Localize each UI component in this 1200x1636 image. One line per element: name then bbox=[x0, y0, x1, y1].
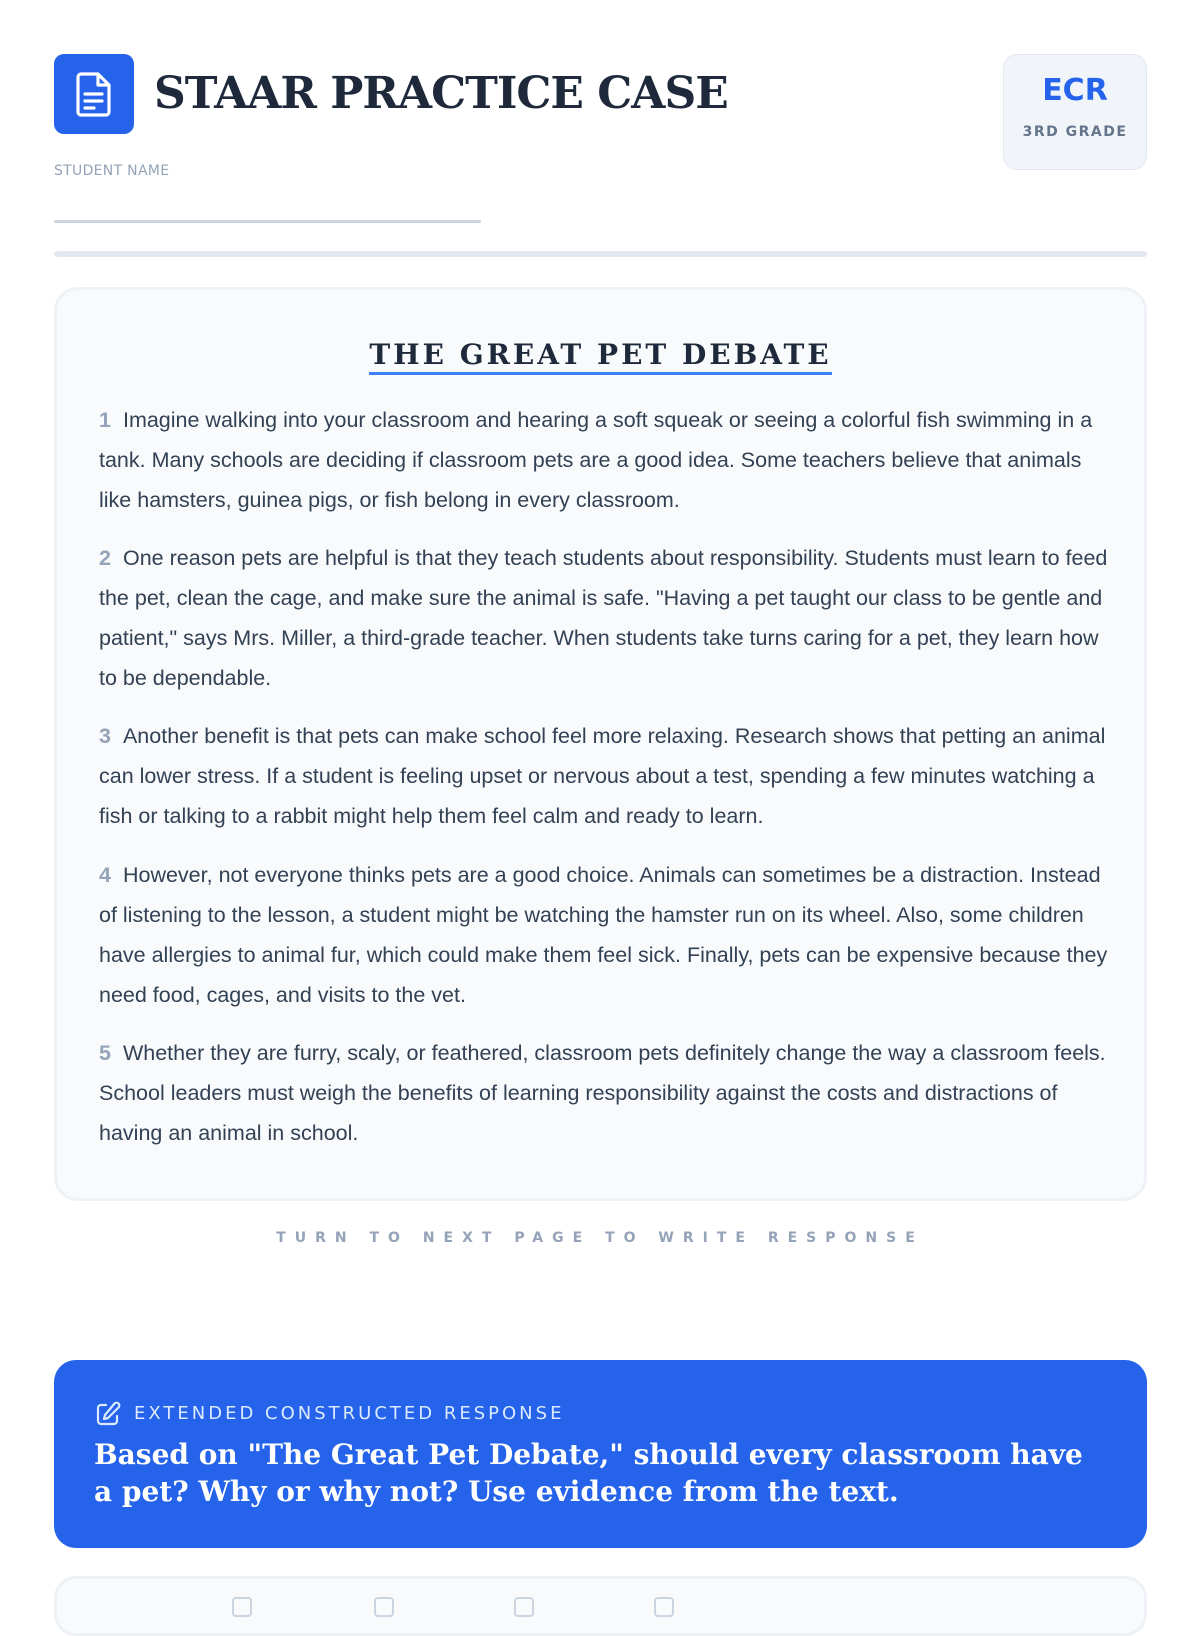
paragraph-text: Another benefit is that pets can make school feel more relaxing. Research shows that petting an animal can lower stress. If a student is feeling upset or nervous about a test, spending a few minutes watching a fish or talking to a rabbit might help them feel calm and ready to learn. bbox=[99, 724, 1106, 828]
badge-type: ECR bbox=[1042, 73, 1108, 108]
paragraph-text: One reason pets are helpful is that they teach students about responsibility. Students must learn to feed the pet, clean the cage, and make sure the animal is safe. "Having a pet taught our class to be gentle and patient," says Mrs. Miller, a third-grade teacher. When students take turns caring for a pet, they learn how to be dependable. bbox=[99, 546, 1108, 690]
ecr-question: Based on "The Great Pet Debate," should every classroom have a pet? Why or why not? Use evidence from the text. bbox=[94, 1438, 1083, 1508]
header-divider bbox=[54, 251, 1147, 257]
edit-icon bbox=[94, 1400, 122, 1428]
paragraph-4 bbox=[99, 855, 1109, 1015]
paragraph-text: However, not everyone thinks pets are a good choice. Animals can sometimes be a distraction. Instead of listening to the lesson, a student might be watching the hamster run on its wheel. Also, some children have allergies to animal fur, which could make them feel sick. Finally, pets can be expensive because they need food, cages, and visits to the vet. bbox=[99, 863, 1108, 1007]
checklist-box[interactable] bbox=[514, 1597, 534, 1617]
ecr-label: EXTENDED CONSTRUCTED RESPONSE bbox=[134, 1403, 565, 1424]
ecr-header bbox=[94, 1400, 564, 1428]
paragraph-3 bbox=[99, 716, 1109, 836]
paragraph-5 bbox=[99, 1033, 1109, 1153]
student-name-field[interactable] bbox=[54, 220, 481, 223]
checklist-box[interactable] bbox=[374, 1597, 394, 1617]
paragraph-number: 1 bbox=[99, 408, 111, 432]
paragraph-1 bbox=[99, 400, 1109, 520]
next-page-instruction: TURN TO NEXT PAGE TO WRITE RESPONSE bbox=[276, 1230, 924, 1246]
document-icon bbox=[54, 54, 134, 134]
paragraph-text: Imagine walking into your classroom and hearing a soft squeak or seeing a colorful fish swimming in a tank. Many schools are deciding if classroom pets are a good idea. Some teachers believe that animals like hamsters, guinea pigs, or fish belong in every classroom. bbox=[99, 408, 1093, 512]
checklist-box[interactable] bbox=[654, 1597, 674, 1617]
paragraph-number: 3 bbox=[99, 724, 111, 748]
response-card bbox=[54, 1576, 1147, 1636]
paragraph-number: 5 bbox=[99, 1041, 111, 1065]
grade-badge bbox=[1003, 54, 1147, 170]
passage-title-text: THE GREAT PET DEBATE bbox=[369, 338, 831, 375]
paragraph-text: Whether they are furry, scaly, or feathered, classroom pets definitely change the way a classroom feels. School leaders must weigh the benefits of learning responsibility against the costs and distractions of having an animal in school. bbox=[99, 1041, 1106, 1145]
paragraph-number: 4 bbox=[99, 863, 111, 887]
paragraph-number: 2 bbox=[99, 546, 111, 570]
page-title: STAAR PRACTICE CASE bbox=[154, 68, 728, 119]
badge-grade: 3RD GRADE bbox=[1022, 124, 1128, 140]
passage-title bbox=[57, 338, 1144, 376]
passage-card bbox=[54, 287, 1147, 1201]
ecr-prompt-card bbox=[54, 1360, 1147, 1548]
student-name-label: STUDENT NAME bbox=[54, 163, 170, 179]
checklist-box[interactable] bbox=[232, 1597, 252, 1617]
paragraph-2 bbox=[99, 538, 1109, 698]
